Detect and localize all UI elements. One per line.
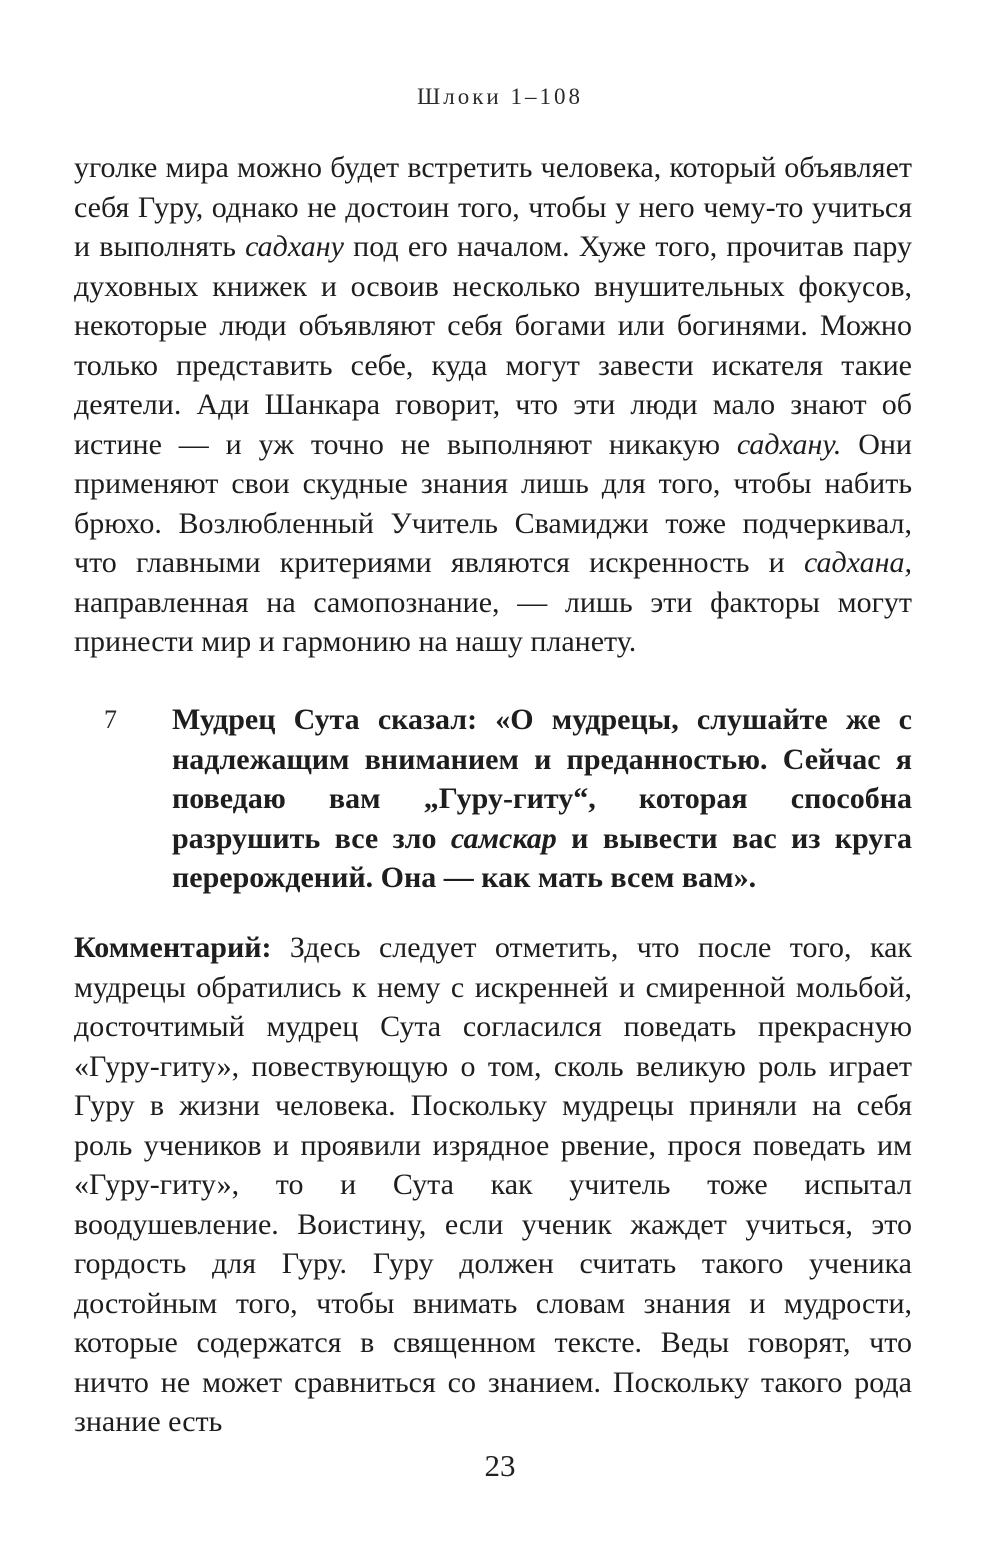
commentary-label: Комментарий:: [74, 931, 272, 964]
italic-term: самскар: [450, 821, 557, 855]
verse-text: [172, 700, 912, 898]
verse-text-part: Мудрец Сута сказал: «О мудрецы, слушайте же с надлежащим вниманием и преданностью. Сейчас я поведаю вам „Гуру-гиту“, которая способна разрушить все зло: [172, 703, 912, 855]
verse-text-part: и вывести вас из круга перерождений. Она — как мать всем вам».: [172, 821, 912, 894]
paragraph-text: уголке мира можно будет встретить человека, который объявляет себя Гуру, однако не достоин того, чтобы у него чему-то учиться и выполнять: [74, 151, 912, 263]
body-paragraph-continued: [74, 148, 912, 662]
italic-term: садхана,: [803, 546, 912, 579]
running-head: Шлоки 1–108: [417, 84, 583, 109]
commentary-text: Здесь следует отметить, что после того, как мудрецы обратились к нему с искренней и смиренной мольбой, досточтимый мудрец Сута согласился поведать прекрасную «Гуру-гиту», повествующую о том, сколь великую роль играет Гуру в жизни человека. Поскольку мудрецы приняли на себя роль учеников и проявили изрядное рвение, прося поведать им «Гуру-гиту», то и Сута как учитель тоже испытал воодушевление. Воистину, если ученик жаждет учиться, это гордость для Гуру. Гуру должен считать такого ученика достойным того, чтобы внимать словам знания и мудрости, которые содержатся в священном тексте. Веды говорят, что ничто не может сравниться со знанием. Поскольку такого рода знание есть: [74, 931, 912, 1438]
verse-block: [74, 700, 912, 898]
verse-number: 7: [104, 705, 117, 734]
page-number: 23: [484, 1448, 516, 1483]
commentary-paragraph: [74, 928, 912, 1442]
italic-term: садхану.: [736, 427, 842, 461]
paragraph-text: направленная на самопознание, — лишь эти факторы могут принести мир и гармонию на нашу планету.: [74, 585, 912, 658]
paragraph-text: под его началом. Хуже того, прочитав пару духовных книжек и освоив несколько внушительных фокусов, некоторые люди объявляют себя богами или богинями. Можно только представить себе, куда могут завести искателя такие деятели. Ади Шанкара говорит, что эти люди мало знают об истине — и уж точно не выполняют никакую: [74, 230, 912, 461]
italic-term: садхану: [245, 230, 344, 263]
paragraph-text: Они применяют свои скудные знания лишь для того, чтобы набить брюхо. Возлюбленный Учитель Свамиджи тоже подчеркивал, что главными критериями являются искренность и: [74, 427, 912, 579]
